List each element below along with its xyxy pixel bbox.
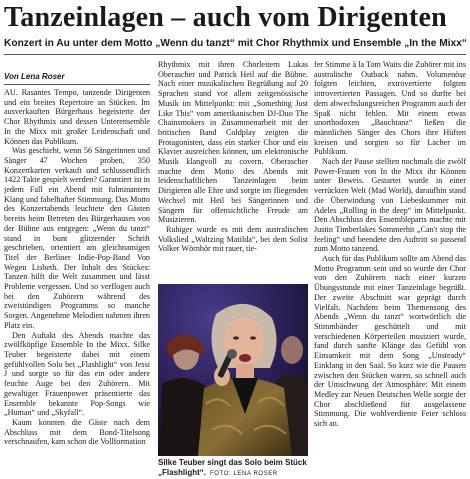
paragraph: Kaum konnten die Gäste nach dem Abschluss mit dem Bond-Titelsong verschnaufen, kam schon die Vollformation	[4, 417, 150, 447]
article-column-2	[158, 60, 308, 282]
article-column-3	[314, 60, 466, 476]
paragraph: Nach der Pause stellten nochmals die zwölf Power-Frauen von In the Mixx ihr Können unter Beweis. Gestartet wurde in einer verrückten Welt (Mad World), daraufhin stand die Überwindung von Liebeskummer mit Adeles „Rolling in the deep“ im Mittelpunkt. Den Abschluss des Ensembleparts machte mit Justin Timberlakes Sommerhit „Can't stop the feeling“ und beendete den Auftritt so passend zum Motto tanzend.	[314, 157, 466, 254]
byline-divider	[4, 84, 150, 85]
article-byline: Von Lena Roser	[4, 72, 65, 81]
paragraph: fer Stimme à la Tom Waits die Zuhörer mit ins australische Outback nahm. Volumenöse folgten leichten, extrovertierte folgten introvertierten Passagen. Und so durfte bei dem abwechslungsreichen Programm auch der Spaß nicht fehlen. Mit einem etwas unorthodoxen „Bauchtanz“ ließen die männlichen Sänger des Chors ihre Hüften kreisen und sorgten so für Lacher im Publikum.	[314, 60, 466, 157]
article-title: Tanzeinlagen – auch vom Dirigenten	[4, 2, 447, 33]
article-column-1	[4, 88, 150, 476]
photo-credit: FOTO: LENA ROSER	[210, 470, 278, 477]
paragraph: Was geschieht, wenn 56 Sängerinnen und Sänger 47 Wochen proben, 350 Konzertkarten verkauft und schlussendlich 1422 Takte gespielt werden? Garantiert ist in jedem Fall ein Abend mit fulminantem Klang und fabelhafter Stimmung. Das Motto des Konzertabends leuchtete den Gästen bereits beim Betreten des Bürgerhauses von der Bühne aus entgegen: „Wenn du tanzt“ stand in bunt glitzernder Schrift geschrieben, orientiert am gleichnamigen Titel der Berliner Indie-Pop-Band Von Wegen Lisbeth. Der Inhalt des Stückes: Tanzen hilft die Welt zusammen und lässt Probleme vergessen. Und so verflogen auch bei den Zuhörern während des zweistündigen Programms so manche Sorgen. Angenehme Melodien nahmen ihren Platz ein.	[4, 146, 150, 330]
paragraph: Auch für das Publikum sollte am Abend das Motto Programm sein und so wurde der Chor von den Zuhörern nach einer kurzen Übungsstunde mit einer Tanzeinlage begrüßt. Der zweite Abschnitt war geprägt durch Vielfalt. Nachdem beim Themensong des Abends „Wenn du tanzt“ wortwörtlich die Stimmbänder geschüttelt und mit verschiedenen Körperteilen musiziert wurde, fand durch sanfte Klänge das Gefühl von Einsamkeit mit dem Song „Unsteady“ Einklang in den Saal. So kurz wie die Pausen zwischen den Stücken waren, so schnell auch der Umschwung der Atmosphäre: Mit einem Medley zur Neuen Deutschen Welle sorgte der Chor abschließend für ausgelassene Stimmung. Die wohlverdiente Feier schloss sich an.	[314, 254, 466, 429]
singer-photo-illustration	[158, 284, 308, 456]
paragraph: Ruhiger wurde es mit dem australischen Volkslied „Waltzing Matilda“, bei dem Solist Volker Wörnhör mit rauer, tie-	[158, 224, 308, 254]
paragraph: Rhythmix mit ihren Chorleitern Lukas Oberascher und Patrick Heil auf die Bühne. Nach einer musikalischen Begrüßung auf 20 Sprachen stand vor allem zeitgenössische Musik im Mittelpunkt: mit „Something Just Like This“ vom amerikanischen DJ-Duo The Chainsmokers in Zusammenarbeit mit der britischen Band Coldplay zeigten die Protagonisten, dass ein starker Chor und ein Klavier ausreichen können, um elektronische Musik klangvoll zu covern. Oberascher machte dem Motto des Abends mit leidenschaftlichen Tanzeinlagen beim Dirigieren alle Ehre und sorgte im fliegenden Wechsel mit Heil bei Sängerinnen und Sängern für offensichtliche Freude am Musizieren.	[158, 60, 308, 225]
article-subtitle: Konzert in Au unter dem Motto „Wenn du tanzt“ mit Chor Rhythmix und Ensemble „In the Mixx“	[4, 38, 467, 49]
concert-photo	[158, 284, 308, 456]
paragraph: Den Auftakt des Abends machte das zwölfköpfige Ensemble In the Mixx. Silke Teuber begeisterte dabei mit einem gefühlvollen Solo bei „Flashlight“ von Jessi J und sorgte so für das ein oder andere feuchte Auge bei den Zuhörern. Mit gewaltiger Frauenpower präsentierte das Ensemble bekannte Pop-Songs wie „Human“ und „Skyfall“.	[4, 330, 150, 418]
header-divider	[4, 54, 466, 55]
paragraph: AU. Rasantes Tempo, tanzende Dirigenten und ein breites Repertoire an Stücken. Im ausverkauften Bürgerhaus begeisterte der Chor Rhythmix und dessen Unterensemble In the Mixx mit großer Leidenschaft und Können das Publikum.	[4, 88, 150, 146]
caption-text: Silke Teuber singt das Solo beim Stück „Flashlight“.	[158, 458, 307, 477]
photo-caption	[158, 458, 310, 479]
